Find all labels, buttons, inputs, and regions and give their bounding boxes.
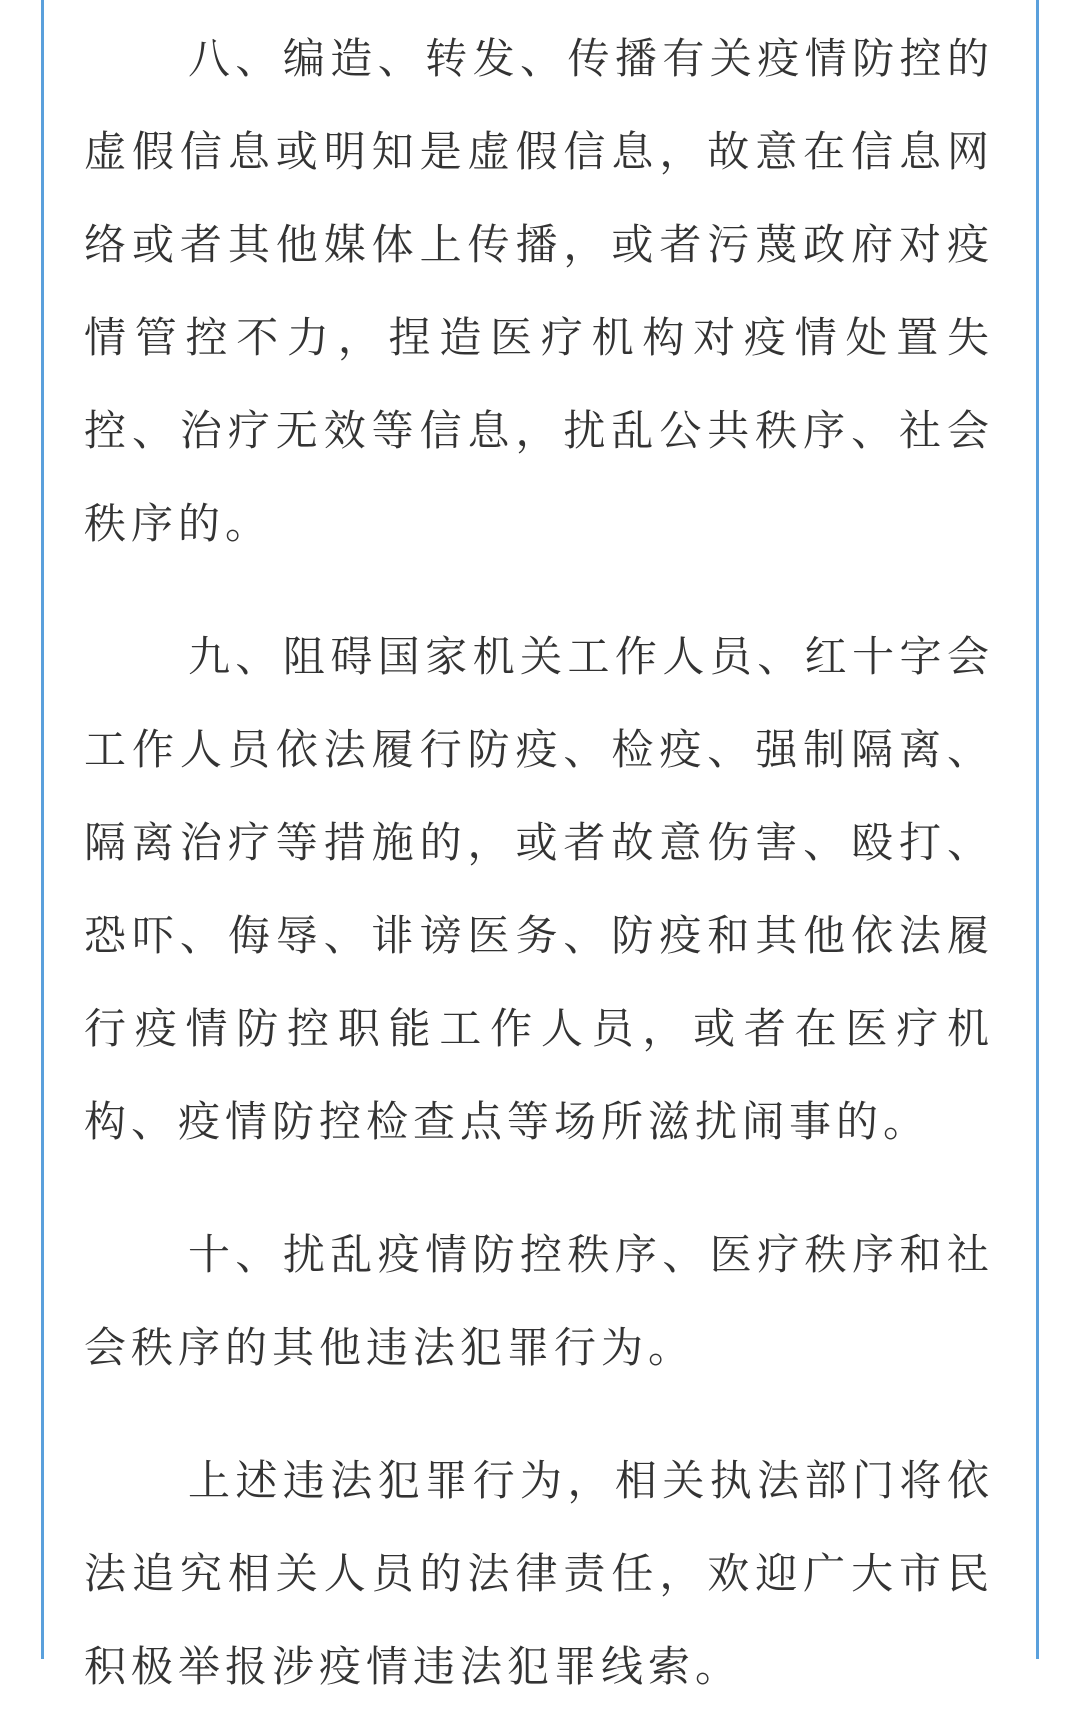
paragraph-closing-statement: 上述违法犯罪行为，相关执法部门将依法追究相关人员的法律责任，欢迎广大市民积极举报涉疫情违法犯罪线索。 [84, 1456, 994, 1691]
right-frame-border [1036, 0, 1039, 1659]
paragraph-item-10: 十、扰乱疫情防控秩序、医疗秩序和社会秩序的其他违法犯罪行为。 [84, 1230, 994, 1372]
left-frame-border [41, 0, 44, 1659]
paragraph-item-9: 九、阻碍国家机关工作人员、红十字会工作人员依法履行防疫、检疫、强制隔离、隔离治疗等措施的，或者故意伤害、殴打、恐吓、侮辱、诽谤医务、防疫和其他依法履行疫情防控职能工作人员，或者在医疗机构、疫情防控检查点等场所滋扰闹事的。 [84, 632, 994, 1146]
article-body [84, 12, 994, 1713]
paragraph-item-8: 八、编造、转发、传播有关疫情防控的虚假信息或明知是虚假信息，故意在信息网络或者其他媒体上传播，或者污蔑政府对疫情管控不力，捏造医疗机构对疫情处置失控、治疗无效等信息，扰乱公共秩序、社会秩序的。 [84, 34, 994, 548]
